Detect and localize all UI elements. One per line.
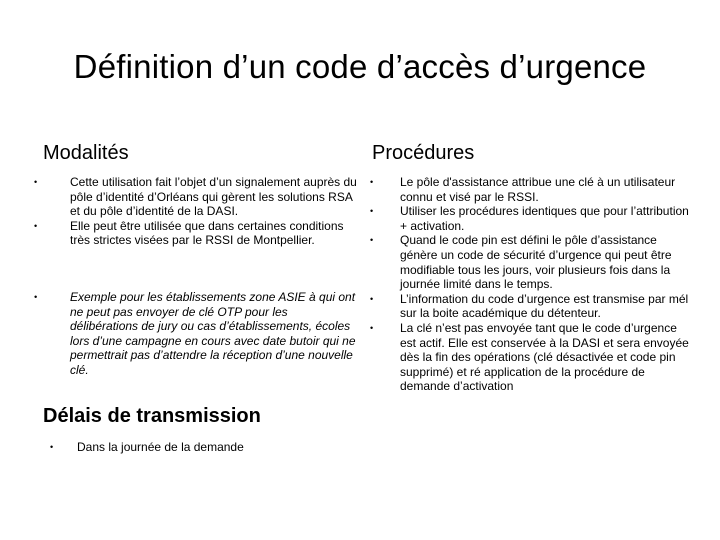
- list-item: [34, 175, 358, 219]
- bullet-icon: •: [370, 235, 374, 246]
- list-item: [370, 204, 696, 233]
- delay-text: Dans la journée de la demande: [77, 440, 244, 454]
- procedures-list: [370, 175, 696, 394]
- list-item: [34, 218, 358, 248]
- example-list: [34, 290, 358, 378]
- bullet-icon: •: [34, 177, 38, 187]
- bullet-icon: •: [50, 442, 54, 452]
- example-text: Exemple pour les établissements zone ASIE à qui ont ne peut pas envoyer de clé OTP pour les délibérations de jury ou cas d’établissements, écoles lors d’une campagne en cours avec date butoir qui ne permettrait pas d’attendre la réception d’une nouvelle clé.: [70, 290, 356, 377]
- list-item-text: Elle peut être utilisée que dans certaines conditions très strictes visées par le RSSI de Montpellier.: [70, 218, 344, 248]
- list-item: [370, 320, 696, 394]
- list-item-text: La clé n’est pas envoyée tant que le code d’urgence est actif. Elle est conservée à la DASI et sera envoyée dès la fin des opérations (clé désactivée et code pin supprimé) et ré application de la procédure de demande d’activation: [400, 320, 689, 394]
- list-item-text: Utiliser les procédures identiques que pour l’attribution + activation.: [400, 204, 689, 233]
- delay-list: [50, 440, 337, 455]
- modalites-heading: Modalités: [43, 142, 129, 164]
- list-item-text: L’information du code d’urgence est transmise par mél sur la boite académique du détenteur.: [400, 291, 689, 321]
- list-item-text: Le pôle d'assistance attribue une clé à un utilisateur connu et visé par le RSSI.: [400, 175, 676, 204]
- list-item-text: Quand le code pin est défini le pôle d’assistance génère un code de sécurité d’urgence qui peut être modifiable tous les jours, voir plusieurs fois dans la journée limité dans le temps.: [400, 233, 672, 292]
- list-item: [370, 175, 696, 204]
- bullet-icon: •: [34, 292, 38, 302]
- slide-title: Définition d’un code d’accès d’urgence: [73, 48, 647, 85]
- bullet-icon: •: [370, 322, 374, 333]
- list-item: [34, 290, 358, 378]
- modalites-list: [34, 175, 358, 248]
- list-item-text: Cette utilisation fait l’objet d’un signalement auprès du pôle d’identité d’Orléans qui gèrent les solutions RSA et du pôle d’identité de la DASI.: [70, 175, 357, 219]
- delay-heading: Délais de transmission: [43, 405, 261, 427]
- bullet-icon: •: [370, 177, 374, 187]
- list-item: [50, 440, 337, 455]
- list-item: [370, 233, 696, 292]
- list-item: [370, 291, 696, 321]
- bullet-icon: •: [34, 220, 38, 231]
- bullet-icon: •: [370, 206, 374, 217]
- bullet-icon: •: [370, 293, 374, 304]
- procedures-heading: Procédures: [372, 142, 475, 164]
